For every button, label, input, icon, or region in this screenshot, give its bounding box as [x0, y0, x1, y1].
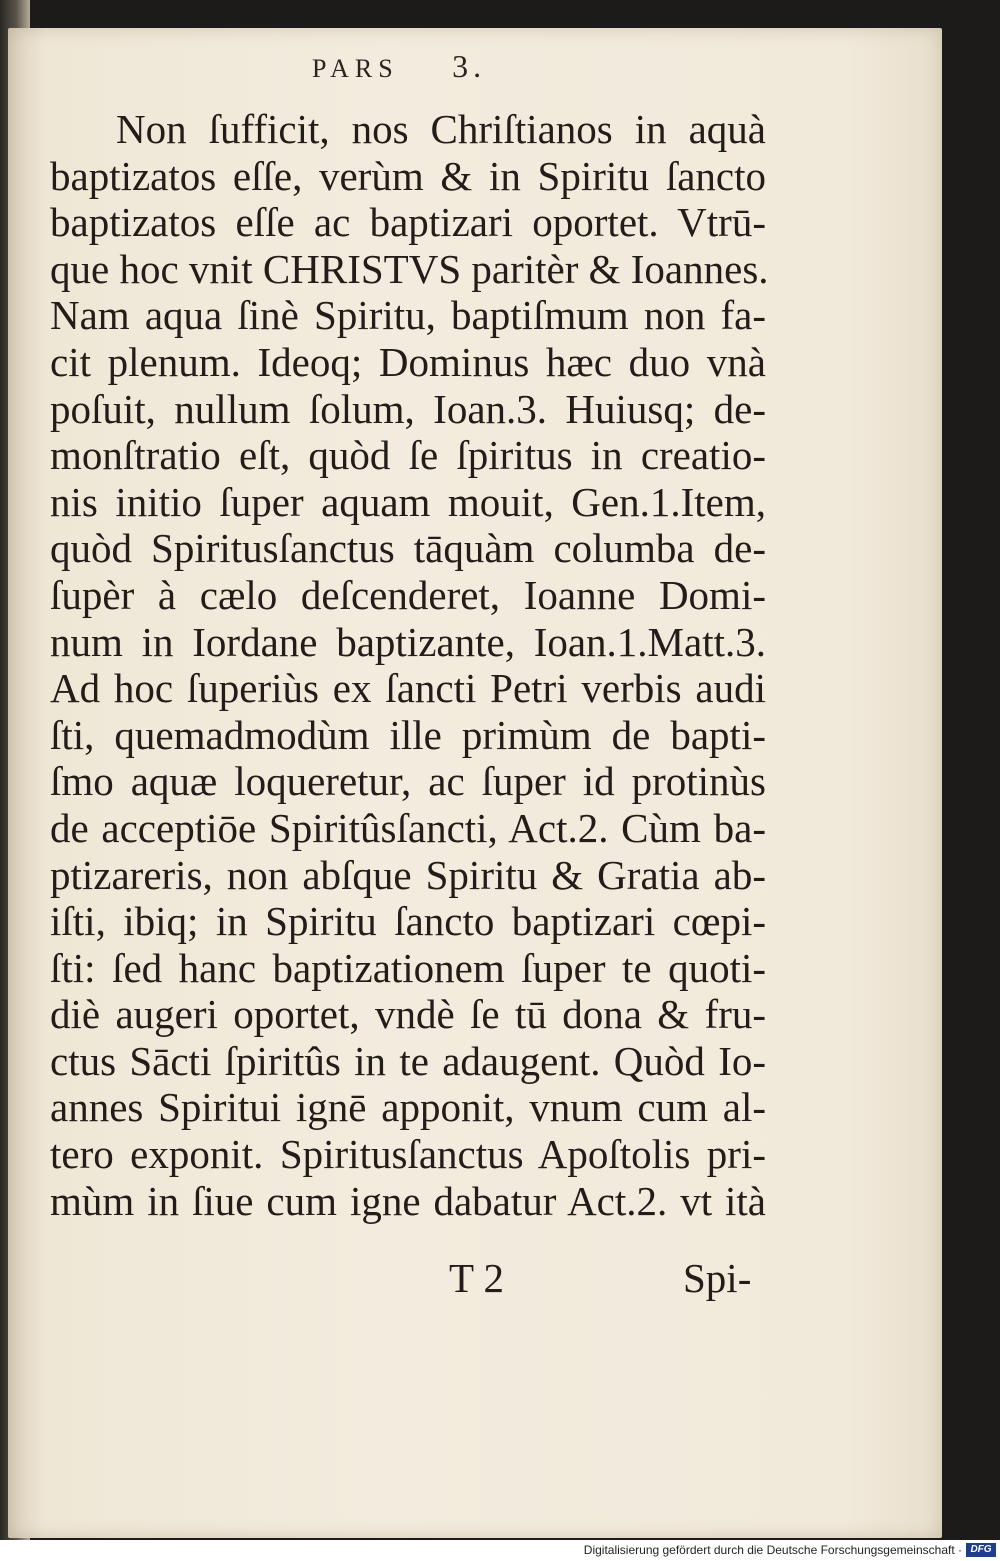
- text-line: cit plenum. Ideoq; Dominus hæc duo vnà: [50, 338, 766, 385]
- text-line: ſupèr à cælo deſcenderet, Ioanne Domi-: [50, 571, 766, 618]
- text-line: de acceptiōe Spiritûsſancti, Act.2. Cùm ba-: [50, 804, 766, 851]
- text-line: baptizatos eſſe ac baptizari oportet. Vtrū-: [50, 199, 766, 246]
- header-number: 3.: [452, 48, 487, 84]
- body-text: [50, 106, 769, 1224]
- text-line: que hoc vnit CHRISTVS paritèr & Ioannes.: [50, 245, 769, 292]
- text-line: annes Spiritui ignē apponit, vnum cum al-: [50, 1084, 766, 1131]
- text-line: mùm in ſiue cum igne dabatur Act.2. vt ità: [50, 1177, 766, 1224]
- text-line: ſti, quemadmodùm ille primùm de bapti-: [50, 711, 766, 758]
- text-line: diè augeri oportet, vndè ſe tū dona & fru-: [50, 991, 766, 1038]
- text-line: Non ſufficit, nos Chriſtianos in aquà: [116, 106, 766, 152]
- text-line: ptizareris, non abſque Spiritu & Gratia ab-: [50, 851, 766, 898]
- signature-mark: T 2: [449, 1255, 505, 1301]
- text-line: ſmo aquæ loqueretur, ac ſuper id protinùs: [50, 758, 766, 805]
- text-line: quòd Spiritusſanctus tāquàm columba de-: [50, 525, 766, 572]
- dfg-logo-icon: DFG: [966, 1543, 996, 1557]
- text-line: tero exponit. Spiritusſanctus Apoſtolis pri-: [50, 1131, 766, 1178]
- text-line: ſti: ſed hanc baptizationem ſuper te quoti-: [50, 944, 766, 991]
- text-line: baptizatos eſſe, verùm & in Spiritu ſancto: [50, 152, 766, 199]
- text-line: Ad hoc ſuperiùs ex ſancti Petri verbis audi: [50, 665, 766, 712]
- text-line: ctus Sācti ſpiritûs in te adaugent. Quòd Io-: [50, 1037, 766, 1084]
- funding-credit: Digitalisierung gefördert durch die Deutsche Forschungsgemeinschaft ·: [583, 1543, 962, 1557]
- text-line: num in Iordane baptizante, Ioan.1.Matt.3.: [50, 618, 766, 665]
- running-header: [312, 48, 486, 85]
- text-line: Nam aqua ſinè Spiritu, baptiſmum non fa-: [50, 292, 766, 339]
- text-line: nis initio ſuper aquam mouit, Gen.1.Item,: [50, 478, 766, 525]
- text-line: poſuit, nullum ſolum, Ioan.3. Huiusq; de-: [50, 385, 766, 432]
- catchword: Spi-: [683, 1255, 752, 1301]
- text-line: monſtratio eſt, quòd ſe ſpiritus in creatio-: [50, 432, 766, 479]
- text-line: iſti, ibiq; in Spiritu ſancto baptizari cœpi-: [50, 898, 766, 945]
- header-word: PARS: [312, 54, 399, 83]
